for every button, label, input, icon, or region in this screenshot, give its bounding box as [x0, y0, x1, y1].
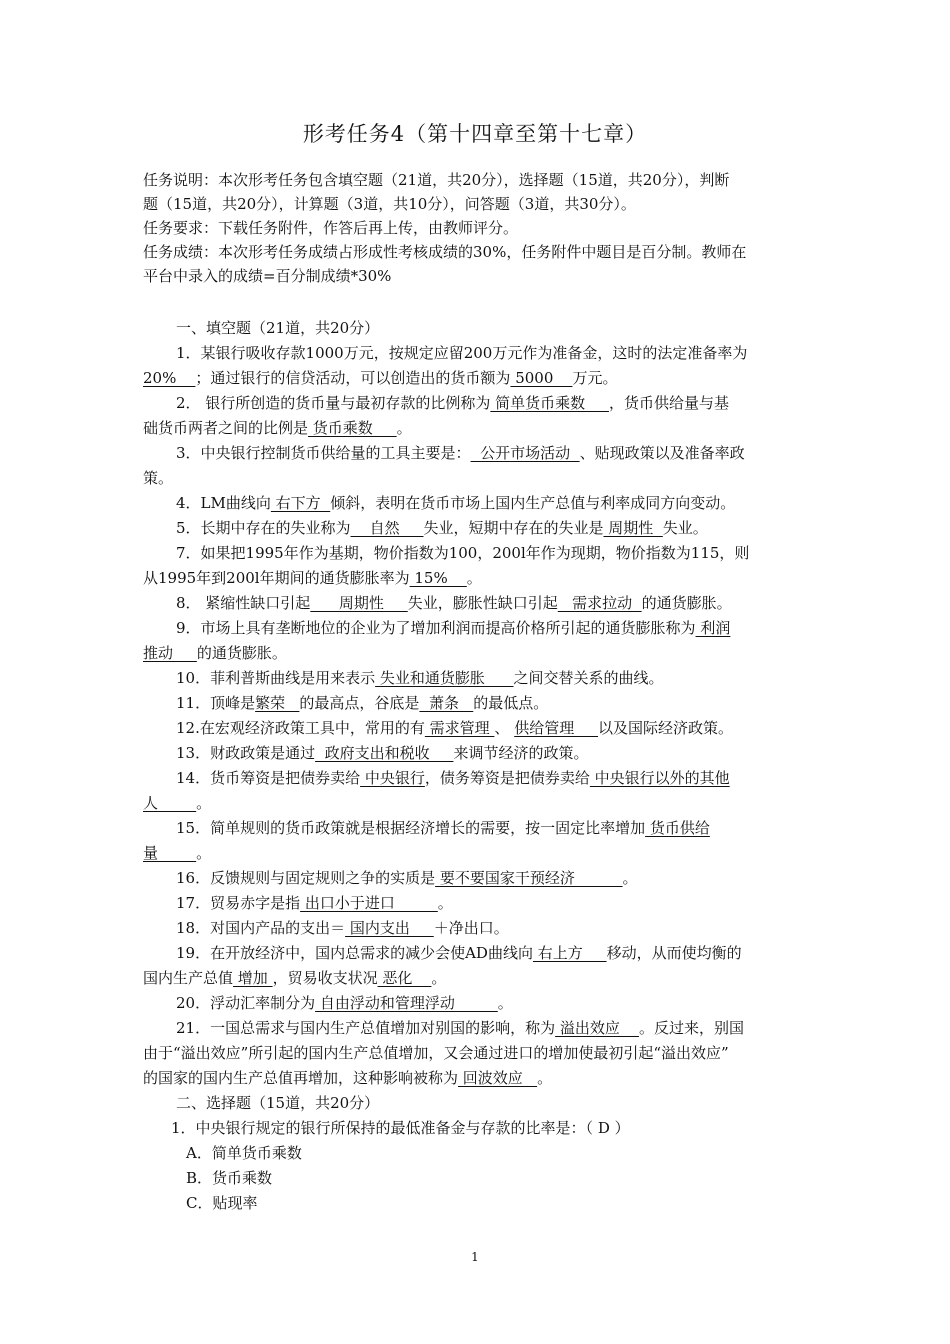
page-title: 形考任务4（第十四章至第十七章） — [302, 122, 648, 146]
question-7-cont: 从1995年到200l年期间的通货膨胀率为 15% 。 — [143, 569, 482, 587]
question-15-cont: 量 。 — [143, 844, 212, 862]
question-4: 4．LM曲线向 右下方 倾斜，表明在货币市场上国内生产总值与利率成同方向变动。 — [176, 494, 736, 512]
answer-blank: 自由浮动和管理浮动 — [315, 994, 498, 1012]
answer-blank: 回波效应 — [458, 1069, 538, 1087]
question-1-cont: 20% ；通过银行的信贷活动，可以创造出的货币额为 5000 万元。 — [143, 369, 618, 387]
answer-blank: 繁荣 — [255, 694, 300, 712]
answer-blank: 右下方 — [270, 494, 331, 512]
question-11: 11．顶峰是繁荣 的最高点，谷底是 萧条 的最低点。 — [176, 694, 549, 712]
question-21: 21．一国总需求与国内生产总值增加对别国的影响，称为 溢出效应 。反过来，别国 — [176, 1019, 744, 1037]
answer-blank: 利润 — [695, 619, 731, 637]
answer-blank: 周期性 — [310, 594, 408, 612]
question-21-cont-1: 由于“溢出效应”所引起的国内生产总值增加，又会通过进口的增加使最初引起“溢出效应” — [143, 1044, 729, 1062]
question-21-cont-2: 的国家的国内生产总值再增加，这种影响被称为 回波效应 。 — [143, 1069, 553, 1087]
answer-blank: 政府支出和税收 — [315, 744, 454, 762]
answer-blank: 货币乘数 — [308, 419, 397, 437]
answer-blank: 供给管理 — [514, 719, 599, 737]
page-number: 1 — [471, 1250, 479, 1264]
question-2-cont: 础货币两者之间的比例是 货币乘数 。 — [143, 419, 412, 437]
question-7: 7．如果把1995年作为基期，物价指数为100，200l年作为现期，物价指数为115，则 — [176, 544, 750, 562]
task-description-line-1: 任务说明：本次形考任务包含填空题（21道，共20分），选择题（15道，共20分），判断 — [143, 171, 730, 189]
section-heading: 一、填空题（21道，共20分） — [176, 319, 380, 337]
question-3: 3．中央银行控制货币供给量的工具主要是： 公开市场活动 、贴现政策以及准备率政 — [176, 444, 745, 462]
answer-blank: 右上方 — [532, 944, 607, 962]
question-18: 18．对国内产品的支出＝ 国内支出 ＋净出口。 — [176, 919, 509, 937]
question-20: 20．浮动汇率制分为 自由浮动和管理浮动 。 — [176, 994, 513, 1012]
answer-blank: 自然 — [350, 519, 424, 537]
question-10: 10．菲利普斯曲线是用来表示 失业和通货膨胀 之间交替关系的曲线。 — [176, 669, 664, 687]
answer-blank: 货币供给 — [645, 819, 710, 837]
question-9: 9．市场上具有垄断地位的企业为了增加利润而提高价格所引起的通货膨胀称为 利润 — [176, 619, 731, 637]
answer-blank: 国内支出 — [345, 919, 434, 937]
choice-option-c: C．贴现率 — [186, 1194, 258, 1212]
task-description-line-2: 题（15道，共20分），计算题（3道，共10分），问答题（3道，共30分）。 — [143, 195, 636, 213]
question-14: 14．货币筹资是把债券卖给 中央银行，债务筹资是把债券卖给 中央银行以外的其他 — [176, 769, 730, 787]
section-heading-choice: 二、选择题（15道，共20分） — [176, 1094, 380, 1112]
question-8: 8． 紧缩性缺口引起 周期性 失业，膨胀性缺口引起 需求拉动 的通货膨胀。 — [176, 594, 732, 612]
answer-blank: 增加 — [233, 969, 273, 987]
question-2: 2． 银行所创造的货币量与最初存款的比例称为 简单货币乘数 ，货币供给量与基 — [176, 394, 729, 412]
answer-blank: 失业和通货膨胀 — [375, 669, 514, 687]
question-17: 17．贸易赤字是指 出口小于进口 。 — [176, 894, 453, 912]
answer-blank: 简单货币乘数 — [490, 394, 609, 412]
answer-blank: 量 — [143, 844, 197, 862]
fill-in-section — [143, 316, 807, 1216]
answer-blank: 需求管理 — [424, 719, 495, 737]
answer-blank: 出口小于进口 — [300, 894, 438, 912]
choice-option-b: B．货币乘数 — [186, 1169, 273, 1187]
task-score-line-1: 任务成绩：本次形考任务成绩占形成性考核成绩的30%，任务附件中题目是百分制。教师在 — [143, 243, 747, 261]
answer-blank: 溢出效应 — [555, 1019, 639, 1037]
answer-blank: 5000 — [510, 369, 573, 387]
question-16: 16．反馈规则与固定规则之争的实质是 要不要国家干预经济 。 — [176, 869, 638, 887]
answer-blank: 需求拉动 — [557, 594, 642, 612]
answer-blank: 20% — [143, 369, 196, 387]
question-15: 15．简单规则的货币政策就是根据经济增长的需要，按一固定比率增加 货币供给 — [176, 819, 710, 837]
question-13: 13．财政政策是通过 政府支出和税收 来调节经济的政策。 — [176, 744, 589, 762]
question-1: 1．某银行吸收存款1000万元，按规定应留200万元作为准备金，这时的法定准备率为 — [176, 344, 748, 362]
question-9-cont: 推动 的通货膨胀。 — [143, 644, 287, 662]
question-5: 5．长期中存在的失业称为 自然 失业，短期中存在的失业是 周期性 失业。 — [176, 519, 708, 537]
question-14-cont: 人 。 — [143, 794, 212, 812]
answer-blank: 中央银行 — [360, 769, 425, 787]
answer-blank: 推动 — [143, 644, 197, 662]
answer-blank: 萧条 — [419, 694, 474, 712]
task-intro — [143, 168, 807, 288]
task-requirement: 任务要求：下载任务附件，作答后再上传，由教师评分。 — [143, 219, 519, 237]
answer-blank: 人 — [143, 794, 197, 812]
question-3-cont: 策。 — [143, 469, 174, 487]
choice-option-a: A．简单货币乘数 — [186, 1144, 302, 1162]
question-19-cont: 国内生产总值 增加 ，贸易收支状况 恶化 。 — [143, 969, 447, 987]
answer-blank: 恶化 — [377, 969, 432, 987]
choice-question-1: 1．中央银行规定的银行所保持的最低准备金与存款的比率是：（ D ） — [171, 1119, 630, 1137]
task-score-line-2: 平台中录入的成绩=百分制成绩*30% — [143, 267, 392, 285]
answer-blank: 要不要国家干预经济 — [435, 869, 623, 887]
answer-blank: 公开市场活动 — [470, 444, 580, 462]
answer-blank: 15% — [409, 569, 467, 587]
question-19: 19．在开放经济中，国内总需求的减少会使AD曲线向 右上方 移动，从而使均衡的 — [176, 944, 742, 962]
question-12: 12.在宏观经济政策工具中，常用的有 需求管理 、 供给管理 以及国际经济政策。 — [176, 719, 734, 737]
answer-blank: 周期性 — [603, 519, 663, 537]
answer-blank: 中央银行以外的其他 — [589, 769, 730, 787]
